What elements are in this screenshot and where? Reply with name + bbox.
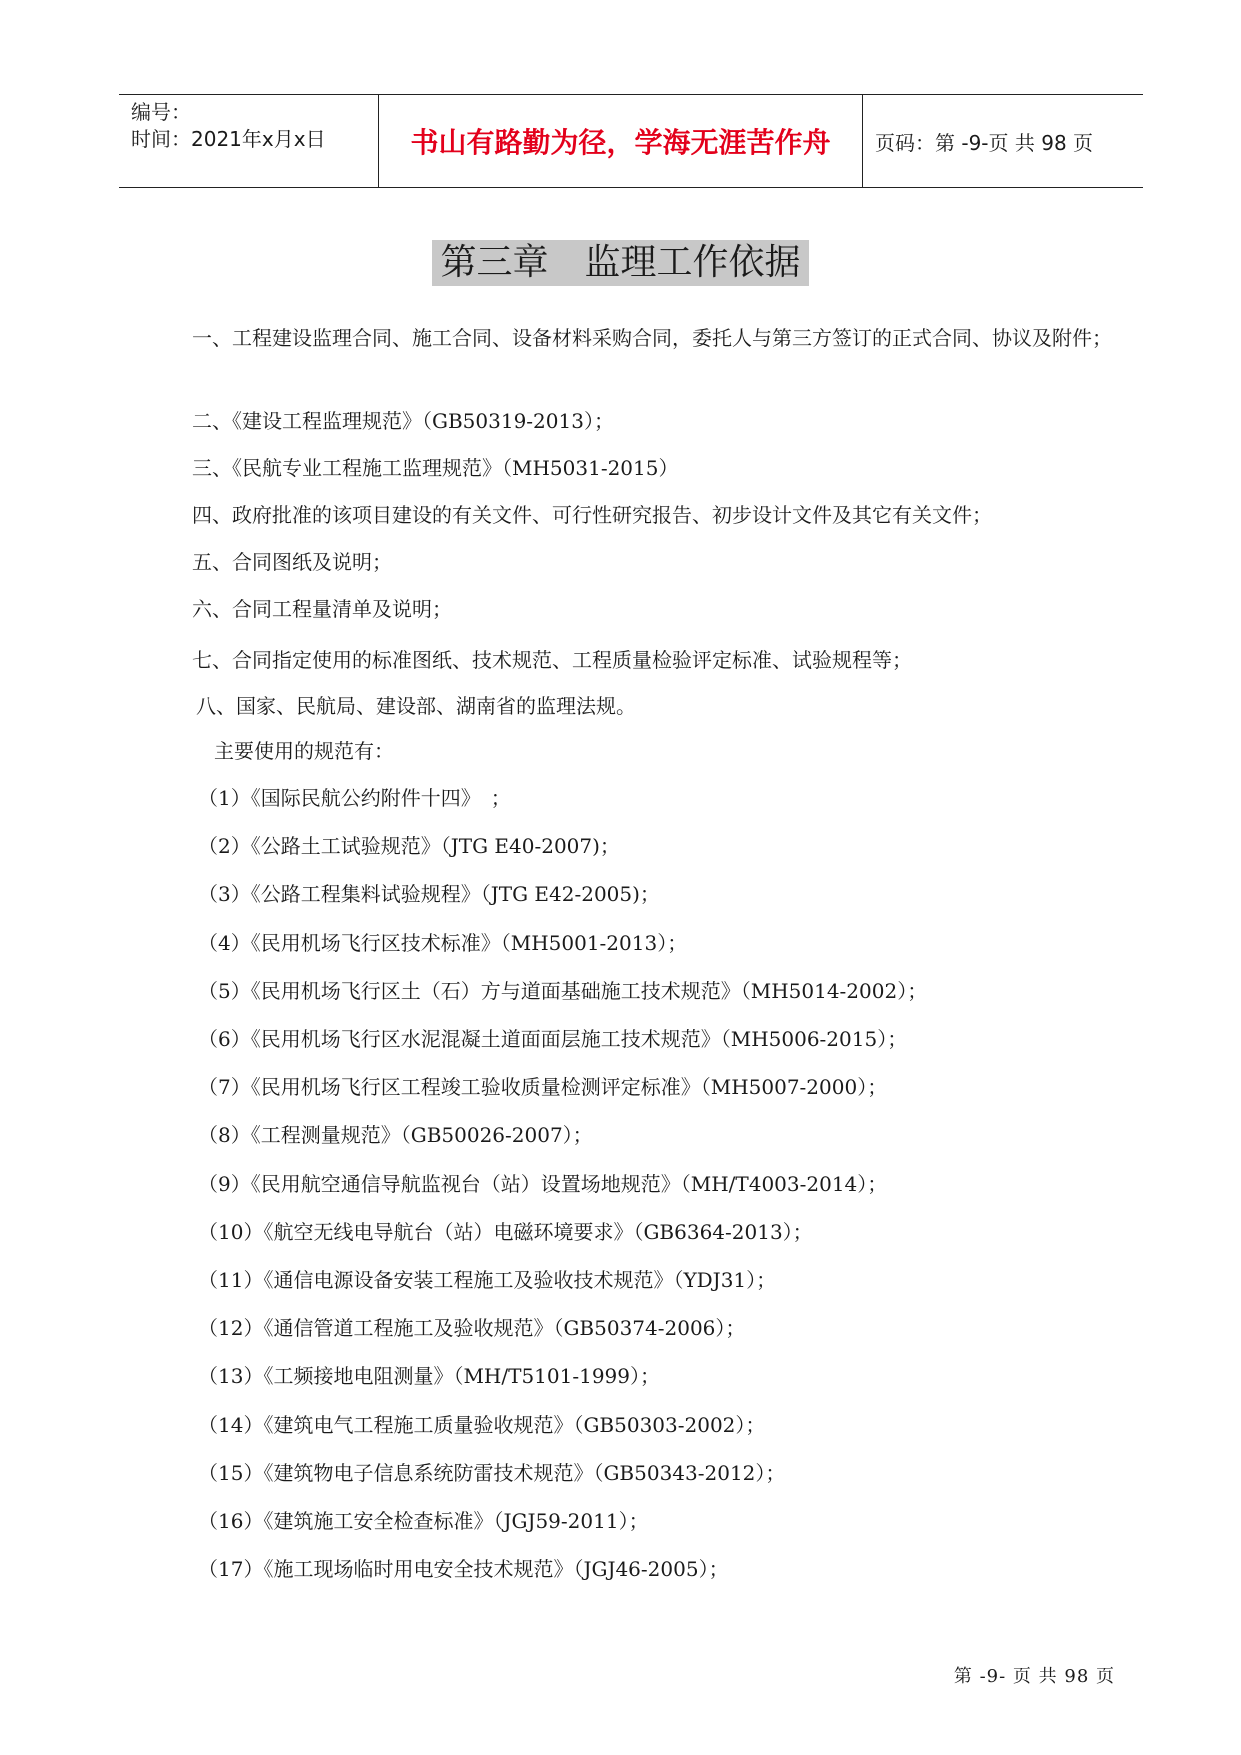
chapter-title-wrap [0, 240, 1241, 286]
basis-item-4: 四、政府批准的该项目建设的有关文件、可行性研究报告、初步设计文件及其它有关文件； [192, 503, 992, 527]
standard-item: （8）《工程测量规范》（GB50026-2007）； [198, 1123, 593, 1147]
time-label: 时间：2021年x月x日 [131, 127, 326, 151]
basis-item-8: 八、国家、民航局、建设部、湖南省的监理法规。 [196, 694, 636, 718]
standard-item: （4）《民用机场飞行区技术标准》（MH5001-2013）； [198, 931, 688, 955]
basis-item-6: 六、合同工程量清单及说明； [192, 597, 452, 621]
standard-item: （5）《民用机场飞行区土（石）方与道面基础施工技术规范》（MH5014-2002）； [198, 979, 928, 1003]
chapter-title: 第三章 监理工作依据 [432, 240, 808, 286]
standard-item: （2）《公路土工试验规范》（JTG E40-2007)； [198, 834, 620, 858]
standard-item: （1）《国际民航公约附件十四》 ； [198, 786, 511, 810]
header-meta [119, 95, 379, 187]
header-motto: 书山有路勤为径，学海无涯苦作舟 [379, 95, 863, 187]
standard-item: （6）《民用机场飞行区水泥混凝土道面面层施工技术规范》（MH5006-2015）； [198, 1027, 908, 1051]
basis-item-3: 三、《民航专业工程施工监理规范》（MH5031-2015） [192, 456, 679, 480]
standard-item: （11）《通信电源设备安装工程施工及验收技术规范》（YDJ31）； [198, 1268, 777, 1292]
header-page-info: 页码：第 -9-页 共 98 页 [875, 130, 1094, 155]
standard-item: （16）《建筑施工安全检查标准》（JGJ59-2011）； [198, 1509, 649, 1533]
standard-item: （9）《民用航空通信导航监视台（站）设置场地规范》（MH/T4003-2014）； [198, 1172, 888, 1196]
standard-item: （15）《建筑物电子信息系统防雷技术规范》（GB50343-2012）； [198, 1461, 786, 1485]
standard-item: （12）《通信管道工程施工及验收规范》（GB50374-2006）； [198, 1316, 746, 1340]
basis-item-7: 七、合同指定使用的标准图纸、技术规范、工程质量检验评定标准、试验规程等； [192, 648, 912, 672]
basis-item-2: 二、《建设工程监理规范》（GB50319-2013）； [192, 409, 614, 433]
standard-item: （13）《工频接地电阻测量》（MH/T5101-1999）； [198, 1364, 661, 1388]
standard-item: （7）《民用机场飞行区工程竣工验收质量检测评定标准》（MH5007-2000）； [198, 1075, 888, 1099]
standards-intro: 主要使用的规范有： [214, 739, 394, 763]
page-header [119, 94, 1143, 188]
standard-item: （3）《公路工程集料试验规程》（JTG E42-2005)； [198, 882, 660, 906]
page-footer: 第 -9- 页 共 98 页 [953, 1666, 1115, 1687]
number-label: 编号： [131, 100, 191, 124]
basis-item-5: 五、合同图纸及说明； [192, 550, 392, 574]
standard-item: （14）《建筑电气工程施工质量验收规范》（GB50303-2002）； [198, 1413, 766, 1437]
standard-item: （17）《施工现场临时用电安全技术规范》（JGJ46-2005）； [198, 1557, 729, 1581]
basis-item-1: 一、工程建设监理合同、施工合同、设备材料采购合同，委托人与第三方签订的正式合同、协议及附件； [192, 326, 1112, 350]
standard-item: （10）《航空无线电导航台（站）电磁环境要求》（GB6364-2013）； [198, 1220, 813, 1244]
